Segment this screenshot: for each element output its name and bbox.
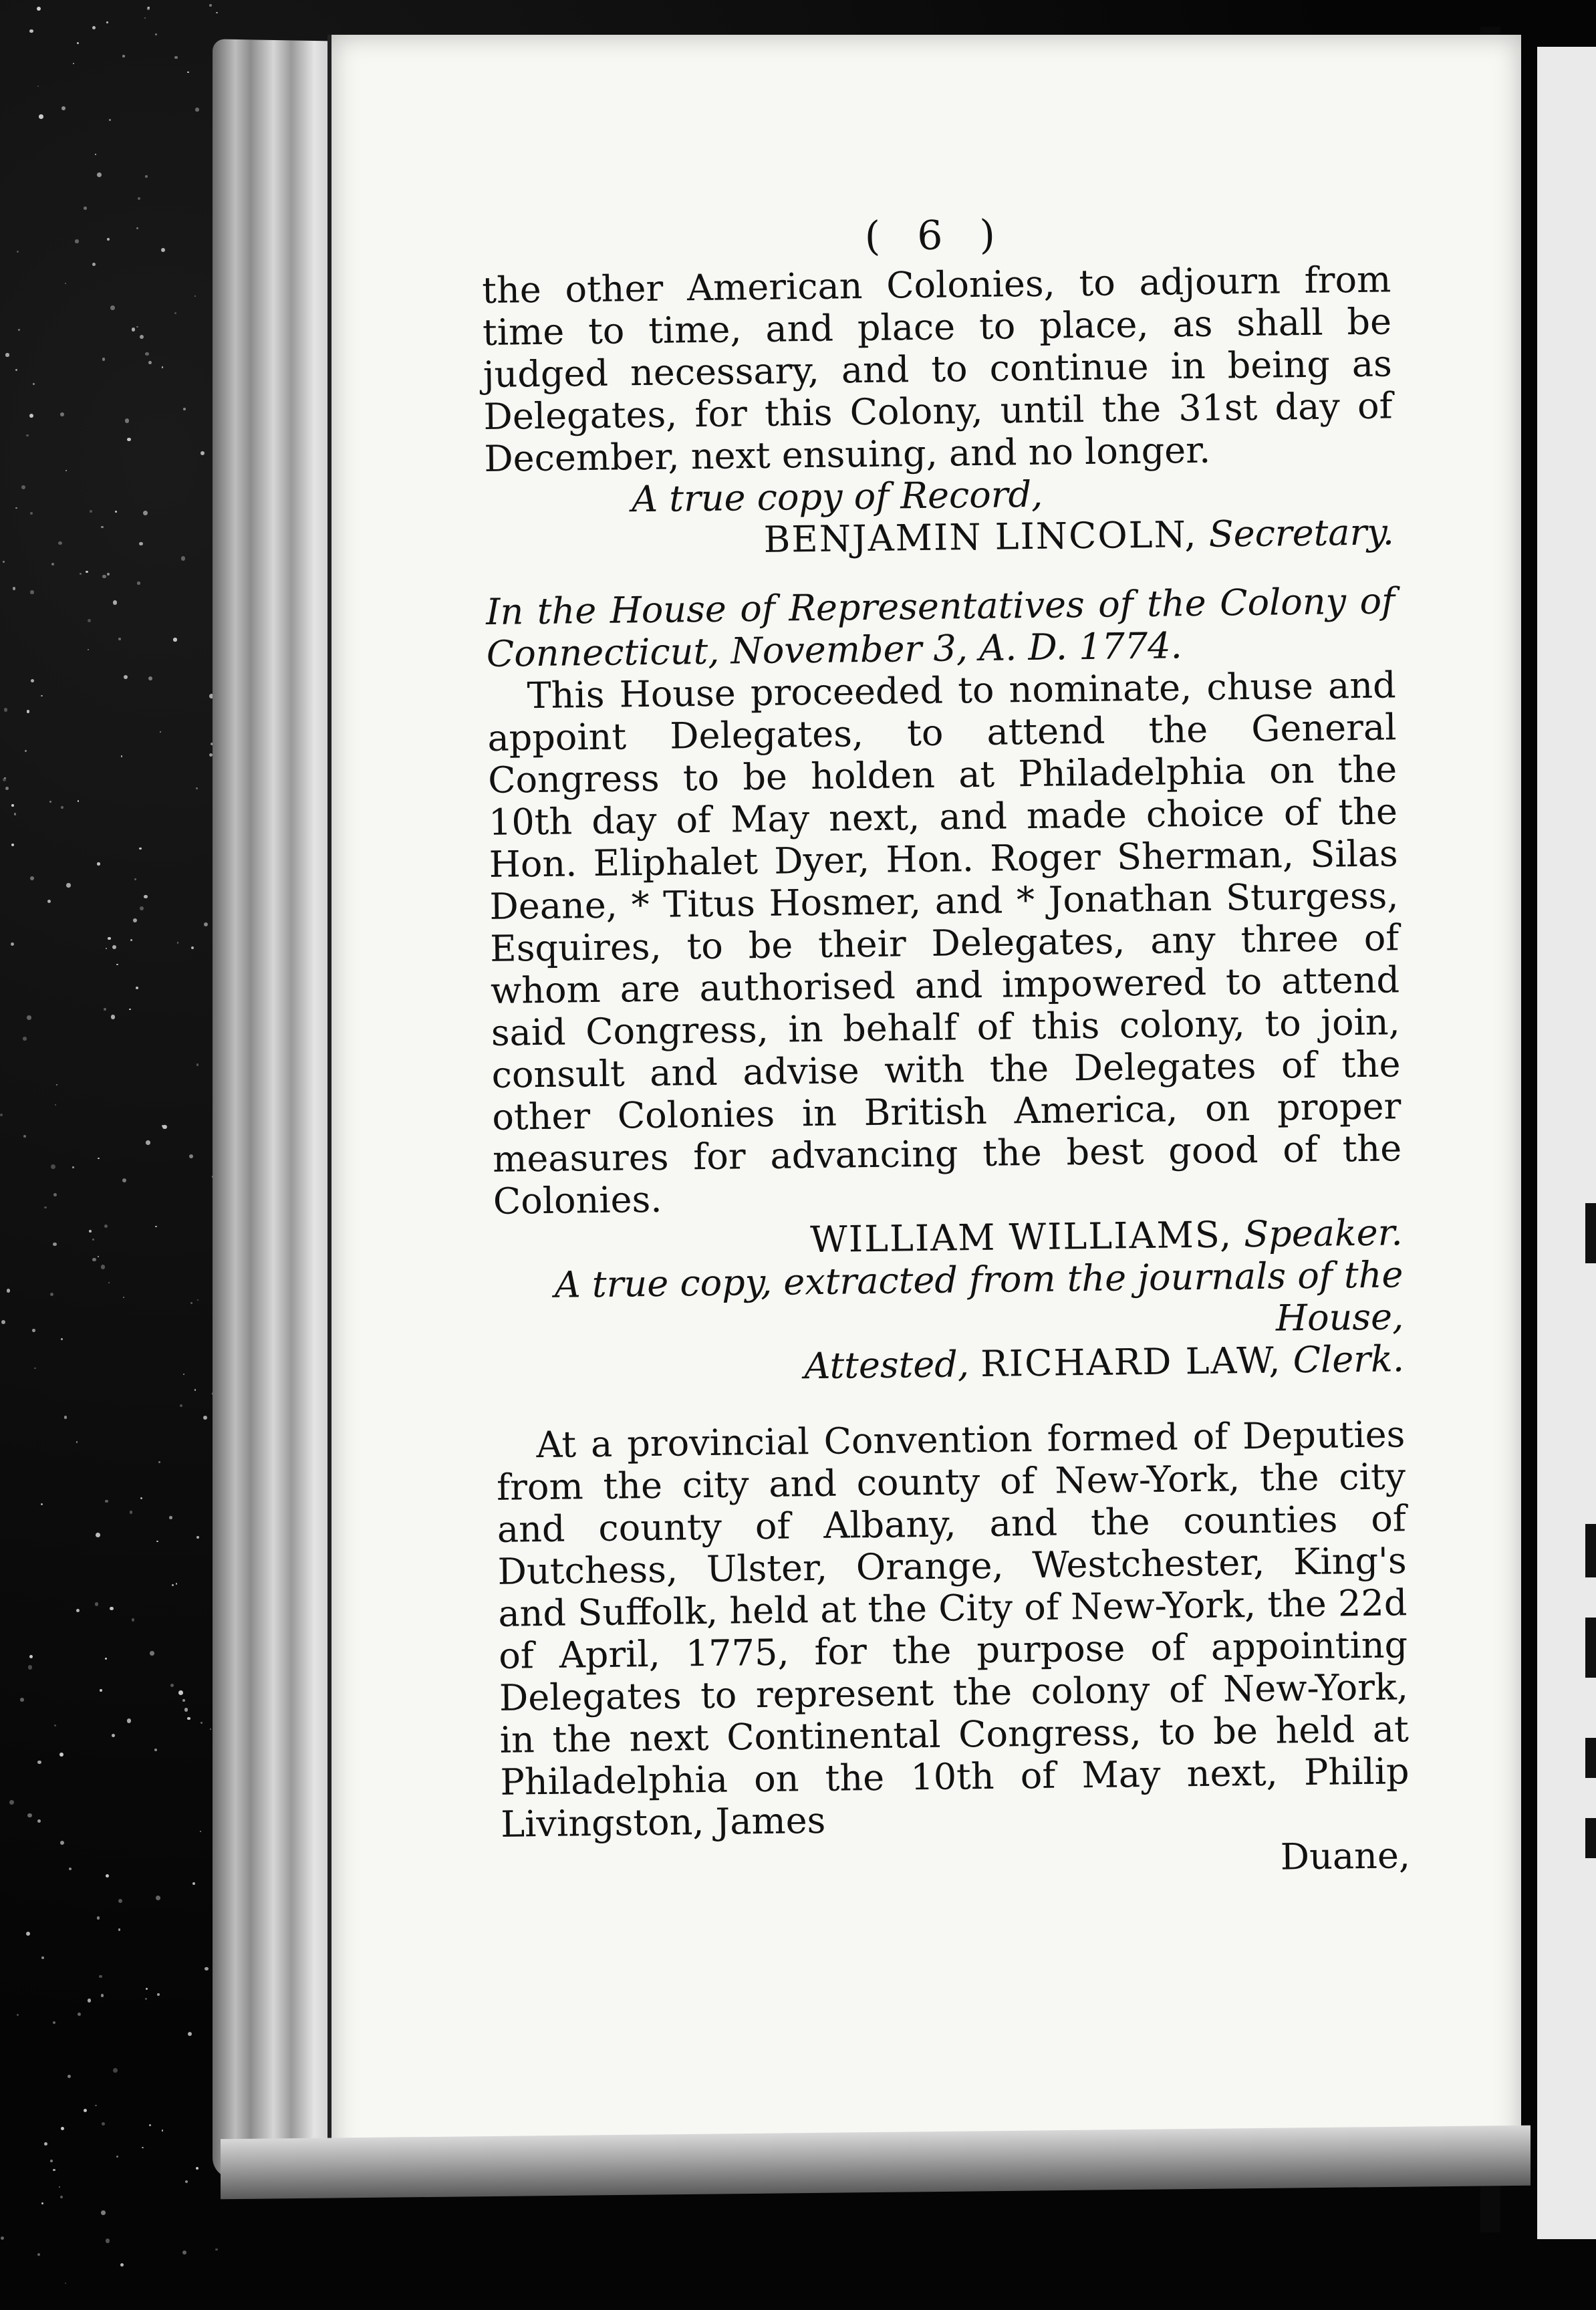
- scan-noise-speck: [69, 1868, 72, 1870]
- scan-noise-speck: [194, 1389, 196, 1391]
- scan-noise-speck: [127, 1718, 132, 1723]
- scan-noise-speck: [29, 29, 33, 33]
- scan-noise-speck: [29, 1655, 33, 1658]
- scan-noise-speck: [101, 1994, 104, 1997]
- scan-noise-speck: [76, 1609, 80, 1612]
- scan-noise-speck: [113, 600, 117, 604]
- scan-noise-speck: [15, 369, 17, 370]
- scan-noise-speck: [26, 1932, 30, 1936]
- scan-noise-speck: [116, 2156, 118, 2157]
- scan-noise-speck: [118, 1899, 122, 1903]
- scan-noise-speck: [201, 451, 205, 456]
- scan-noise-speck: [148, 676, 152, 680]
- facing-page-edge: [1537, 47, 1596, 2239]
- signatory-name: WILLIAM WILLIAMS,: [809, 1213, 1233, 1261]
- scan-noise-speck: [53, 2021, 55, 2024]
- scan-noise-speck: [106, 2238, 110, 2243]
- scan-noise-speck: [187, 72, 188, 73]
- scan-noise-speck: [122, 1178, 126, 1182]
- scan-noise-speck: [68, 2075, 71, 2078]
- scan-noise-speck: [190, 1302, 192, 1304]
- scan-noise-speck: [184, 1708, 188, 1711]
- scan-noise-speck: [61, 806, 63, 809]
- scan-noise-speck: [44, 2142, 47, 2146]
- scan-noise-speck: [158, 1461, 160, 1463]
- scan-noise-speck: [108, 1282, 110, 1284]
- signatory-name: BENJAMIN LINCOLN,: [763, 513, 1198, 561]
- scan-noise-speck: [78, 800, 79, 801]
- scan-noise-speck: [100, 1689, 102, 1692]
- scan-noise-speck: [140, 335, 144, 340]
- scan-noise-speck: [76, 1441, 78, 1442]
- scan-noise-speck: [192, 1882, 195, 1885]
- scan-noise-speck: [162, 366, 164, 368]
- scan-noise-speck: [129, 1009, 130, 1010]
- scan-noise-speck: [150, 1651, 154, 1656]
- scan-noise-speck: [56, 1084, 57, 1085]
- facing-page-mark: [1585, 1203, 1596, 1263]
- scan-noise-speck: [1, 1320, 5, 1324]
- scan-noise-speck: [104, 1008, 106, 1011]
- stacked-page-edges: [213, 39, 340, 2180]
- scan-noise-speck: [88, 619, 91, 622]
- scan-noise-speck: [27, 1813, 31, 1817]
- scan-noise-speck: [132, 1618, 135, 1622]
- scan-noise-speck: [137, 582, 140, 584]
- scan-noise-speck: [101, 526, 103, 528]
- scan-noise-speck: [174, 56, 177, 59]
- scan-noise-speck: [189, 1154, 193, 1158]
- scan-noise-speck: [50, 1293, 53, 1296]
- scan-noise-speck: [160, 731, 161, 733]
- scan-noise-speck: [215, 2249, 217, 2251]
- scan-noise-speck: [183, 1374, 184, 1375]
- scan-noise-speck: [7, 1289, 11, 1293]
- scan-noise-speck: [196, 2167, 198, 2170]
- scan-noise-speck: [51, 1164, 55, 1169]
- page-text: [481, 209, 1410, 1887]
- scan-noise-speck: [136, 987, 138, 989]
- scan-noise-speck: [110, 1607, 114, 1611]
- scan-noise-speck: [173, 638, 176, 641]
- scan-noise-speck: [1, 2236, 4, 2240]
- scan-noise-speck: [15, 507, 17, 509]
- scan-noise-speck: [33, 383, 35, 385]
- scan-noise-speck: [143, 511, 148, 515]
- scan-noise-speck: [25, 750, 27, 752]
- scan-noise-speck: [39, 114, 43, 119]
- signatory-title: Clerk.: [1293, 1337, 1405, 1382]
- scan-noise-speck: [201, 1722, 203, 1724]
- scan-noise-speck: [156, 1896, 160, 1900]
- scan-noise-speck: [196, 1063, 199, 1066]
- scan-noise-speck: [196, 1536, 199, 1539]
- scan-noise-speck: [95, 154, 97, 156]
- scan-noise-speck: [44, 1206, 47, 1209]
- signatory-title: Secretary.: [1208, 511, 1395, 555]
- scan-noise-speck: [34, 1368, 36, 1370]
- paragraph-connecticut-delegates: This House proceeded to nominate, chuse and appoint Delegates, to attend the General Congress to be holden at Philadelphia on the 10th day of May next, and made choice of the Hon. Eliphalet Dyer, Hon. Roger Sherman, Silas Deane, * Titus Hosmer, and * Jonathan Sturgess, Esquires, to be their Delegates, any three of whom are authorised and impowered to attend said Congress, in behalf of this colony, to join, consult and advise with the Delegates of the other Colonies in British America, on proper measures for advancing the best good of the Colonies.: [487, 664, 1402, 1223]
- scan-noise-speck: [41, 1956, 45, 1960]
- record-attestation: A true copy of Record,: [631, 473, 1043, 521]
- scan-noise-speck: [53, 2169, 55, 2171]
- scan-noise-speck: [110, 305, 114, 309]
- scan-noise-speck: [9, 1800, 14, 1805]
- scan-noise-speck: [157, 1993, 160, 1996]
- scan-noise-speck: [21, 485, 25, 489]
- scan-noise-speck: [27, 710, 29, 713]
- scan-noise-speck: [140, 1497, 142, 1499]
- scan-noise-speck: [88, 1999, 92, 2003]
- scan-noise-speck: [17, 2014, 18, 2015]
- scan-noise-speck: [200, 1831, 201, 1832]
- scan-noise-speck: [204, 922, 208, 926]
- scan-noise-speck: [14, 813, 16, 815]
- scan-noise-speck: [97, 862, 100, 866]
- paragraph-new-york-convention: At a provincial Convention formed of Deputies from the city and county of New-York, the city and county of Albany, and the counties of Dutchess, Ulster, Orange, Westchester, King's and Suffolk, held at the City of New-York, the 22d of April, 1775, for the purpose of appointing Delegates to represent the colony of New-York, in the next Continental Congress, to be held at Philadelphia on the 10th of May next, Philip Livingston, James: [496, 1413, 1410, 1845]
- signatory-title: Speaker.: [1243, 1211, 1403, 1256]
- scan-noise-speck: [92, 1258, 96, 1261]
- scan-noise-speck: [37, 1819, 41, 1823]
- scan-noise-speck: [107, 573, 110, 575]
- scan-noise-speck: [145, 175, 148, 178]
- scan-noise-speck: [37, 86, 39, 87]
- scan-noise-speck: [180, 1404, 183, 1408]
- scan-noise-speck: [195, 108, 198, 111]
- scan-noise-speck: [133, 918, 137, 922]
- scan-noise-speck: [130, 939, 132, 941]
- scan-noise-speck: [13, 587, 15, 590]
- scan-noise-speck: [105, 1658, 107, 1660]
- scan-noise-speck: [53, 1193, 57, 1196]
- scan-noise-speck: [50, 2160, 53, 2162]
- scan-noise-speck: [187, 1717, 190, 1720]
- scan-noise-speck: [107, 238, 110, 241]
- scan-noise-speck: [136, 227, 138, 229]
- scan-noise-speck: [73, 63, 74, 64]
- scan-noise-speck: [86, 571, 88, 573]
- scan-noise-speck: [29, 414, 33, 418]
- scan-noise-speck: [72, 1166, 74, 1168]
- scan-noise-speck: [111, 1015, 115, 1019]
- scan-noise-speck: [0, 1114, 3, 1116]
- scan-noise-speck: [84, 207, 87, 210]
- scan-noise-speck: [181, 556, 186, 561]
- scan-noise-speck: [99, 1975, 102, 1978]
- scan-noise-speck: [26, 434, 29, 437]
- scan-noise-speck: [194, 295, 196, 297]
- paragraph-delegation-terms: the other American Colonies, to adjourn from time to time, and place to place, as shall be judged necessary, and to continue in being as Delegates, for this Colony, until the 31st day of December, next ensuing, and no longer.: [481, 258, 1393, 480]
- scan-noise-speck: [106, 1874, 109, 1878]
- scan-noise-speck: [61, 2127, 64, 2130]
- scan-noise-speck: [203, 1416, 207, 1420]
- scan-noise-speck: [61, 1338, 63, 1340]
- scan-noise-speck: [11, 942, 14, 946]
- scan-noise-speck: [154, 1749, 157, 1751]
- scan-noise-speck: [59, 2186, 60, 2188]
- scan-noise-speck: [37, 2253, 40, 2256]
- scan-noise-speck: [177, 942, 178, 943]
- scan-noise-speck: [23, 1037, 27, 1041]
- scan-noise-speck: [89, 1230, 92, 1233]
- scan-noise-speck: [140, 906, 144, 910]
- scan-noise-speck: [169, 1516, 172, 1519]
- scan-noise-speck: [115, 511, 117, 513]
- scan-noise-speck: [185, 2180, 188, 2183]
- scan-noise-speck: [95, 2105, 97, 2107]
- scan-noise-speck: [176, 1583, 177, 1584]
- scan-noise-speck: [125, 418, 129, 422]
- scan-noise-speck: [66, 883, 71, 888]
- scan-noise-speck: [146, 1140, 150, 1145]
- facing-page-mark: [1585, 1524, 1596, 1577]
- scan-noise-speck: [118, 638, 121, 640]
- scan-noise-speck: [142, 2147, 143, 2148]
- scan-noise-speck: [17, 251, 19, 253]
- scan-noise-speck: [205, 1967, 209, 1971]
- scan-noise-speck: [47, 900, 51, 903]
- scan-noise-speck: [191, 946, 194, 949]
- scan-noise-speck: [138, 197, 140, 200]
- scan-noise-speck: [148, 7, 150, 9]
- scan-noise-speck: [210, 1728, 211, 1730]
- scan-noise-speck: [102, 575, 106, 579]
- scan-noise-speck: [101, 2210, 105, 2214]
- scan-noise-speck: [127, 438, 131, 442]
- scan-noise-speck: [65, 470, 67, 471]
- scan-noise-speck: [112, 945, 116, 949]
- scan-noise-speck: [23, 1135, 26, 1138]
- scan-noise-speck: [112, 1734, 115, 1737]
- scan-noise-speck: [75, 239, 78, 243]
- scan-noise-speck: [90, 510, 92, 513]
- scan-noise-speck: [60, 1841, 64, 1845]
- scan-noise-speck: [108, 937, 110, 940]
- scan-noise-speck: [134, 878, 136, 880]
- scan-noise-speck: [102, 2122, 105, 2126]
- scan-noise-speck: [172, 1584, 174, 1586]
- attested-label: Attested,: [804, 1343, 970, 1388]
- journal-attestation: A true copy, extracted from the journals of the House,: [554, 1253, 1404, 1339]
- scan-noise-speck: [30, 876, 34, 880]
- scan-noise-speck: [197, 1299, 198, 1301]
- scan-noise-speck: [188, 2032, 192, 2036]
- scan-noise-speck: [174, 312, 176, 314]
- scan-noise-speck: [92, 26, 96, 29]
- scan-noise-speck: [183, 408, 186, 410]
- scan-noise-speck: [78, 2013, 82, 2017]
- scan-noise-speck: [77, 42, 79, 44]
- scan-noise-speck: [98, 1158, 99, 1159]
- scan-noise-speck: [161, 248, 165, 252]
- scan-noise-speck: [11, 804, 14, 807]
- scan-noise-speck: [59, 1753, 63, 1757]
- scan-noise-speck: [64, 1416, 68, 1419]
- signatory-name: RICHARD LAW,: [980, 1339, 1282, 1385]
- scan-noise-speck: [104, 1225, 108, 1228]
- facing-page-mark: [1585, 1618, 1596, 1678]
- scan-noise-speck: [11, 844, 14, 846]
- scan-noise-speck: [144, 17, 146, 19]
- scan-noise-speck: [155, 33, 157, 35]
- scan-noise-speck: [182, 1699, 186, 1702]
- scan-noise-speck: [182, 2251, 186, 2255]
- scan-noise-speck: [109, 119, 111, 121]
- scan-noise-speck: [20, 1698, 24, 1702]
- scan-noise-speck: [54, 1724, 56, 1726]
- scan-noise-speck: [144, 895, 148, 899]
- scan-noise-speck: [216, 12, 217, 13]
- scan-noise-speck: [37, 7, 41, 11]
- scan-noise-speck: [3, 561, 5, 563]
- scan-noise-speck: [149, 2124, 151, 2126]
- scan-noise-speck: [5, 787, 9, 790]
- scan-noise-speck: [120, 2263, 124, 2267]
- page-number: ( 6 ): [864, 211, 1008, 260]
- scan-noise-speck: [84, 2109, 88, 2113]
- scan-noise-speck: [124, 675, 128, 679]
- scan-noise-speck: [113, 2068, 118, 2073]
- scan-noise-speck: [92, 1239, 94, 1241]
- scan-noise-speck: [98, 1256, 99, 1257]
- scan-noise-speck: [41, 2202, 43, 2204]
- scan-noise-speck: [121, 755, 123, 757]
- scan-noise-speck: [122, 55, 125, 57]
- scan-noise-speck: [65, 2283, 66, 2284]
- scan-noise-speck: [101, 1265, 106, 1269]
- scan-noise-speck: [60, 412, 64, 416]
- scan-noise-speck: [18, 329, 20, 331]
- scan-noise-speck: [156, 1541, 158, 1542]
- scan-noise-speck: [97, 172, 102, 177]
- scan-noise-speck: [80, 573, 82, 575]
- connecticut-heading: In the House of Representatives of the Colony of Connecticut, November 3, A. D. 1774.: [485, 580, 1395, 675]
- scan-noise-speck: [139, 542, 143, 546]
- scan-noise-speck: [30, 590, 33, 594]
- scan-noise-speck: [96, 1533, 100, 1537]
- scan-noise-speck: [55, 1104, 56, 1106]
- scan-noise-speck: [95, 1602, 99, 1606]
- scan-noise-speck: [102, 358, 105, 360]
- scan-noise-speck: [106, 948, 107, 949]
- scan-noise-speck: [162, 2130, 163, 2131]
- scan-noise-speck: [4, 708, 7, 711]
- scan-noise-speck: [49, 801, 51, 803]
- scan-noise-speck: [58, 541, 62, 545]
- scan-noise-speck: [88, 649, 89, 650]
- scan-noise-speck: [5, 353, 9, 357]
- scan-noise-speck: [136, 326, 138, 328]
- scan-noise-speck: [37, 1761, 41, 1765]
- page-bottom-edge: [221, 2126, 1531, 2200]
- scan-noise-speck: [60, 2196, 63, 2198]
- scan-noise-speck: [145, 352, 148, 356]
- scan-noise-speck: [139, 848, 141, 850]
- scan-noise-speck: [105, 1500, 108, 1503]
- scan-noise-speck: [118, 1928, 120, 1930]
- facing-page-mark: [1585, 1818, 1596, 1858]
- scan-noise-speck: [61, 106, 65, 110]
- scan-noise-speck: [162, 1125, 164, 1127]
- scan-noise-speck: [30, 512, 33, 515]
- scan-noise-speck: [92, 263, 96, 266]
- scan-noise-speck: [130, 1511, 132, 1513]
- scan-noise-speck: [155, 1226, 156, 1227]
- scan-noise-speck: [41, 695, 42, 696]
- scan-noise-speck: [97, 1916, 100, 1919]
- scan-noise-speck: [145, 1998, 147, 2000]
- scan-noise-speck: [123, 1297, 125, 1299]
- scan-noise-speck: [53, 1243, 56, 1246]
- scan-noise-speck: [106, 21, 108, 23]
- scan-noise-speck: [32, 1329, 35, 1332]
- scan-noise-speck: [28, 1665, 32, 1669]
- scan-noise-speck: [116, 964, 118, 966]
- scan-noise-speck: [178, 1690, 183, 1695]
- catchword: Duane,: [1280, 1834, 1411, 1878]
- scan-noise-speck: [146, 1988, 148, 1990]
- scan-noise-speck: [31, 679, 34, 682]
- scan-noise-speck: [51, 563, 54, 565]
- scan-noise-speck: [132, 328, 135, 331]
- scan-noise-speck: [41, 1503, 43, 1505]
- scan-noise-speck: [27, 1015, 31, 1020]
- facing-page-mark: [1585, 1738, 1596, 1778]
- scan-noise-speck: [65, 283, 67, 285]
- scan-noise-speck: [3, 778, 6, 781]
- scan-noise-speck: [170, 1684, 174, 1687]
- scan-noise-speck: [196, 787, 198, 789]
- scan-noise-speck: [209, 4, 212, 7]
- scan-noise-speck: [148, 361, 152, 364]
